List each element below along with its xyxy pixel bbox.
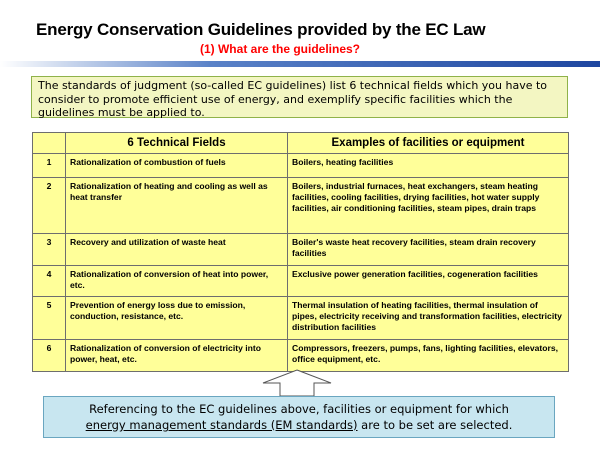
table-row — [33, 234, 569, 266]
row-examples: Compressors, freezers, pumps, fans, lighting facilities, elevators, office equipment, etc. — [288, 340, 569, 372]
row-field: Rationalization of conversion of heat into power, etc. — [66, 266, 288, 297]
row-field: Rationalization of heating and cooling as well as heat transfer — [66, 178, 288, 234]
row-number: 2 — [33, 178, 66, 234]
row-number: 5 — [33, 297, 66, 340]
intro-box: The standards of judgment (so-called EC guidelines) list 6 technical fields which you have to consider to promote efficient use of energy, and exemplify specific facilities which the guidelines must be applied to. — [31, 76, 568, 118]
row-examples: Exclusive power generation facilities, cogeneration facilities — [288, 266, 569, 297]
page-title: Energy Conservation Guidelines provided by the EC Law — [36, 20, 486, 39]
row-examples: Boilers, industrial furnaces, heat exchangers, steam heating facilities, cooling facilities, drying facilities, hot water supply facilities, air conditioning facilities, steam pipes, drain traps — [288, 178, 569, 234]
summary-box — [43, 396, 555, 438]
table-row — [33, 340, 569, 372]
row-examples: Thermal insulation of heating facilities, thermal insulation of pipes, electricity receiving and transformation facilities, electricity distribution facilities — [288, 297, 569, 340]
row-field: Prevention of energy loss due to emission, conduction, resistance, etc. — [66, 297, 288, 340]
summary-line-2-rest: are to be set are selected. — [357, 418, 513, 432]
guidelines-table — [32, 132, 569, 372]
table-row — [33, 154, 569, 178]
row-examples: Boilers, heating facilities — [288, 154, 569, 178]
table-row — [33, 297, 569, 340]
page-subtitle: (1) What are the guidelines? — [199, 42, 361, 56]
row-examples: Boiler's waste heat recovery facilities, steam drain recovery facilities — [288, 234, 569, 266]
table-row — [33, 178, 569, 234]
row-number: 1 — [33, 154, 66, 178]
row-number: 4 — [33, 266, 66, 297]
table-row — [33, 266, 569, 297]
row-number: 3 — [33, 234, 66, 266]
header-examples: Examples of facilities or equipment — [288, 133, 569, 154]
row-number: 6 — [33, 340, 66, 372]
row-field: Rationalization of conversion of electricity into power, heat, etc. — [66, 340, 288, 372]
summary-line-2 — [44, 417, 554, 433]
row-field: Recovery and utilization of waste heat — [66, 234, 288, 266]
header-technical-fields: 6 Technical Fields — [66, 133, 288, 154]
up-arrow-icon — [262, 369, 332, 397]
title-divider — [0, 61, 600, 67]
row-field: Rationalization of combustion of fuels — [66, 154, 288, 178]
table-header-row — [33, 133, 569, 154]
summary-line-1: Referencing to the EC guidelines above, facilities or equipment for which — [89, 402, 509, 416]
header-num — [33, 133, 66, 154]
em-standards-text: energy management standards (EM standards) — [85, 418, 358, 432]
